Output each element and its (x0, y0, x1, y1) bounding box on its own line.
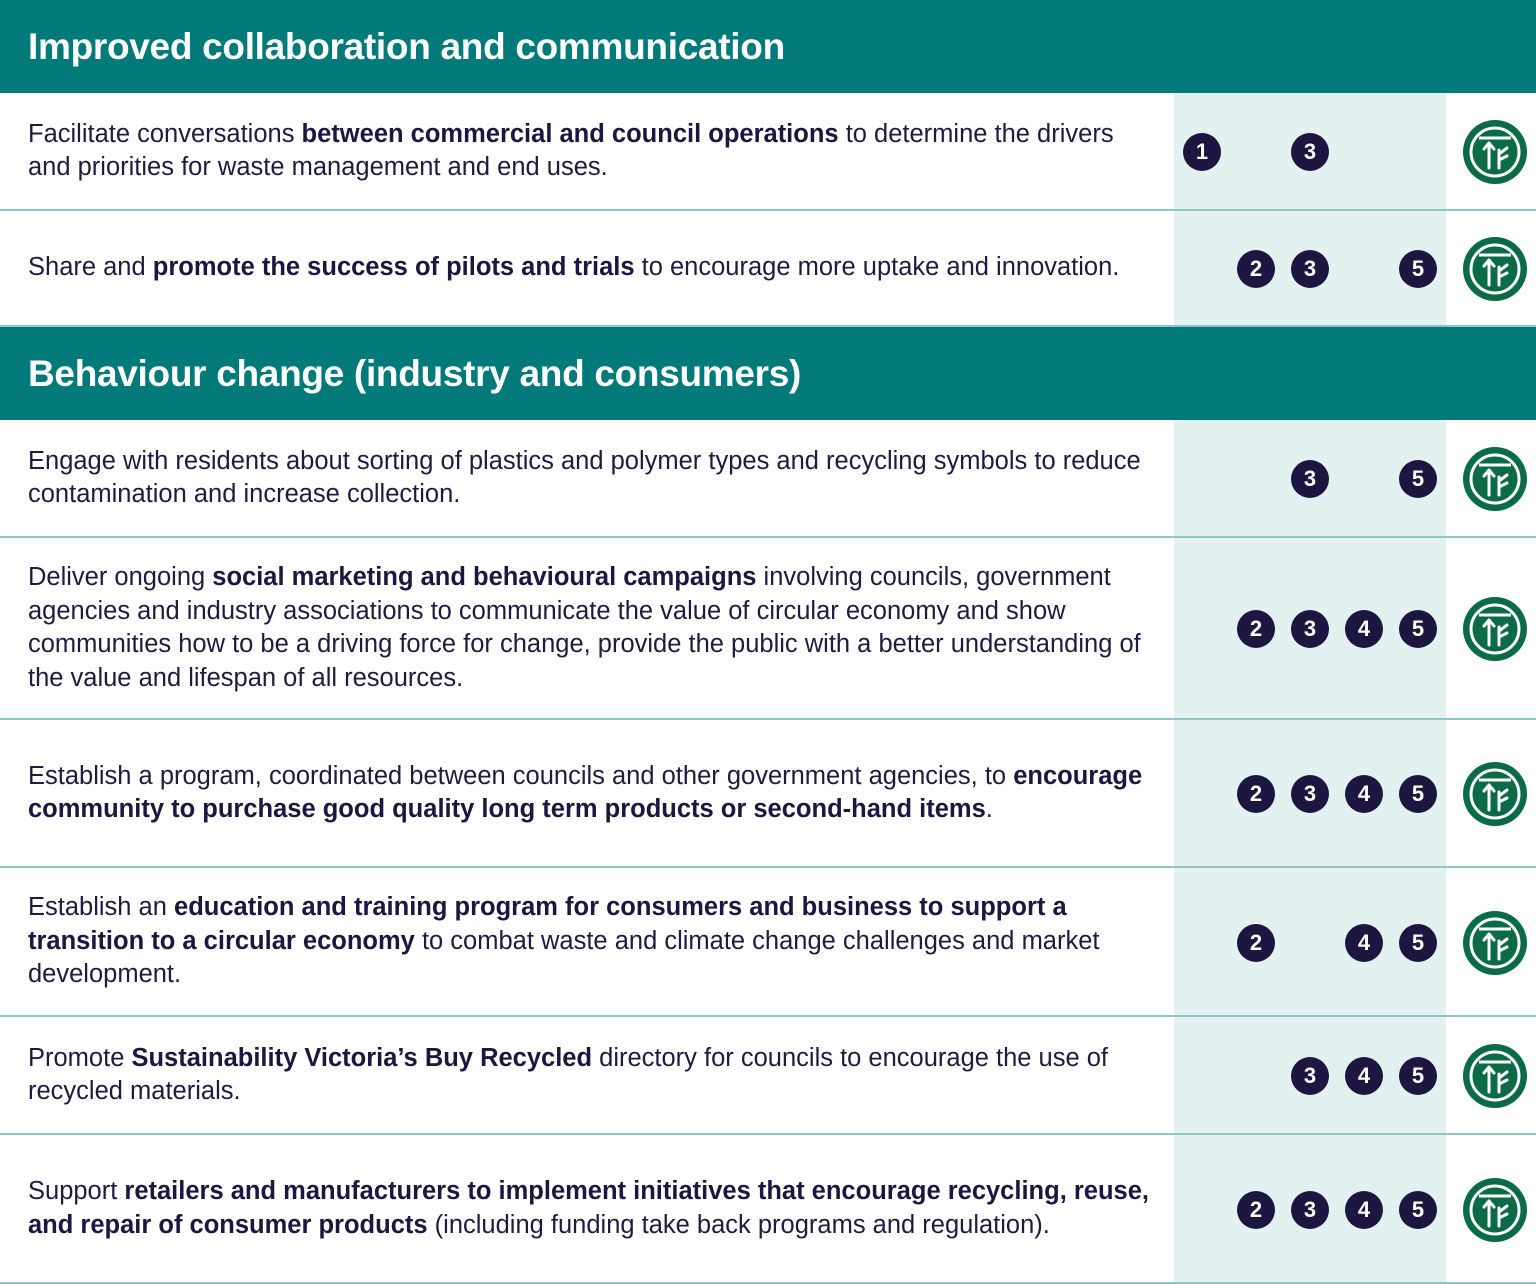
section-heading: Behaviour change (industry and consumers) (0, 327, 1536, 420)
body-text: involving councils, government agencies and industry associations to communicate the value of circular economy and show communities how to be a driving force for change, provide the public with a better understanding of the value and lifespan of all resources. (28, 563, 1141, 692)
body-text: Promote (28, 1043, 132, 1072)
objective-number-badge: 3 (1291, 460, 1329, 498)
action-description (28, 420, 1158, 536)
body-text: Deliver ongoing (28, 563, 213, 591)
emphasis-text: education and training program for consumers and business to support a transition to a circular economy (28, 893, 1067, 955)
emphasis-text: retailers and manufacturers to implement initiatives that encourage recycling, reuse, and repair of consumer products (28, 1177, 1149, 1239)
objective-number-badge: 5 (1399, 775, 1437, 813)
objective-number-badge: 3 (1291, 610, 1329, 648)
objective-number-badge: 5 (1399, 610, 1437, 648)
objective-number-badge: 4 (1345, 1057, 1383, 1095)
objective-number-badge: 3 (1291, 1191, 1329, 1229)
action-description (28, 868, 1158, 1015)
action-row (0, 93, 1536, 211)
objective-number-badge: 5 (1399, 924, 1437, 962)
objective-number-badge: 5 (1399, 1057, 1437, 1095)
action-description (28, 720, 1158, 866)
objective-number-badge: 5 (1399, 250, 1437, 288)
objective-number-badge: 1 (1183, 133, 1221, 171)
body-text: Facilitate conversations (28, 119, 302, 148)
recycling-growth-icon (1463, 762, 1527, 826)
action-row (0, 538, 1536, 720)
recycling-growth-icon (1463, 1044, 1527, 1108)
body-text: . (985, 795, 993, 823)
action-row (0, 420, 1536, 538)
objective-number-badge: 2 (1237, 250, 1275, 288)
section-heading: Improved collaboration and communication (0, 0, 1536, 93)
objective-number-badge: 5 (1399, 460, 1437, 498)
objective-number-badge: 2 (1237, 775, 1275, 813)
action-description (28, 538, 1158, 718)
action-row (0, 868, 1536, 1017)
action-description (28, 1017, 1158, 1133)
objective-number-badge: 4 (1345, 775, 1383, 813)
objective-number-badge: 3 (1291, 775, 1329, 813)
body-text: to determine the drivers and priorities for waste management and end uses. (28, 119, 1114, 181)
body-text: Establish an (28, 893, 175, 922)
objective-number-badge: 3 (1291, 250, 1329, 288)
body-text: to encourage more uptake and innovation. (634, 253, 1120, 282)
emphasis-text: encourage community to purchase good quality long term products or second-hand items (28, 761, 1143, 823)
objective-number-badge: 2 (1237, 610, 1275, 648)
body-text: Share and (28, 253, 153, 282)
objective-number-badge: 4 (1345, 610, 1383, 648)
objective-number-badge: 5 (1399, 1191, 1437, 1229)
emphasis-text: promote the success of pilots and trials (152, 253, 635, 282)
action-description (28, 93, 1158, 209)
objective-number-badge: 3 (1291, 1057, 1329, 1095)
recycling-growth-icon (1463, 447, 1527, 511)
body-text: Engage with residents about sorting of plastics and polymer types and recycling symbols to reduce contamination and increase collection. (28, 446, 1141, 508)
action-row (0, 720, 1536, 868)
objective-number-badge: 4 (1345, 924, 1383, 962)
action-description (28, 211, 1158, 325)
emphasis-text: between commercial and council operations (301, 119, 839, 148)
emphasis-text: Sustainability Victoria’s Buy Recycled (131, 1043, 593, 1072)
action-row (0, 211, 1536, 327)
body-text: Support (28, 1177, 125, 1205)
objective-number-badge: 4 (1345, 1191, 1383, 1229)
action-description (28, 1135, 1158, 1282)
body-text: to combat waste and climate change challenges and market development. (28, 926, 1100, 989)
body-text: directory for councils to encourage the use of recycled materials. (28, 1043, 1109, 1105)
action-row (0, 1017, 1536, 1135)
action-row (0, 1135, 1536, 1284)
emphasis-text: social marketing and behavioural campaigns (212, 563, 757, 591)
objective-number-badge: 3 (1291, 133, 1329, 171)
body-text: Establish a program, coordinated between councils and other government agencies, to (28, 761, 1014, 790)
body-text: (including funding take back programs and regulation). (427, 1210, 1050, 1239)
recycling-growth-icon (1463, 120, 1527, 184)
recycling-growth-icon (1463, 1178, 1527, 1242)
objective-number-badge: 2 (1237, 924, 1275, 962)
recycling-growth-icon (1463, 237, 1527, 301)
recycling-growth-icon (1463, 597, 1527, 661)
objective-number-badge: 2 (1237, 1191, 1275, 1229)
recycling-growth-icon (1463, 911, 1527, 975)
